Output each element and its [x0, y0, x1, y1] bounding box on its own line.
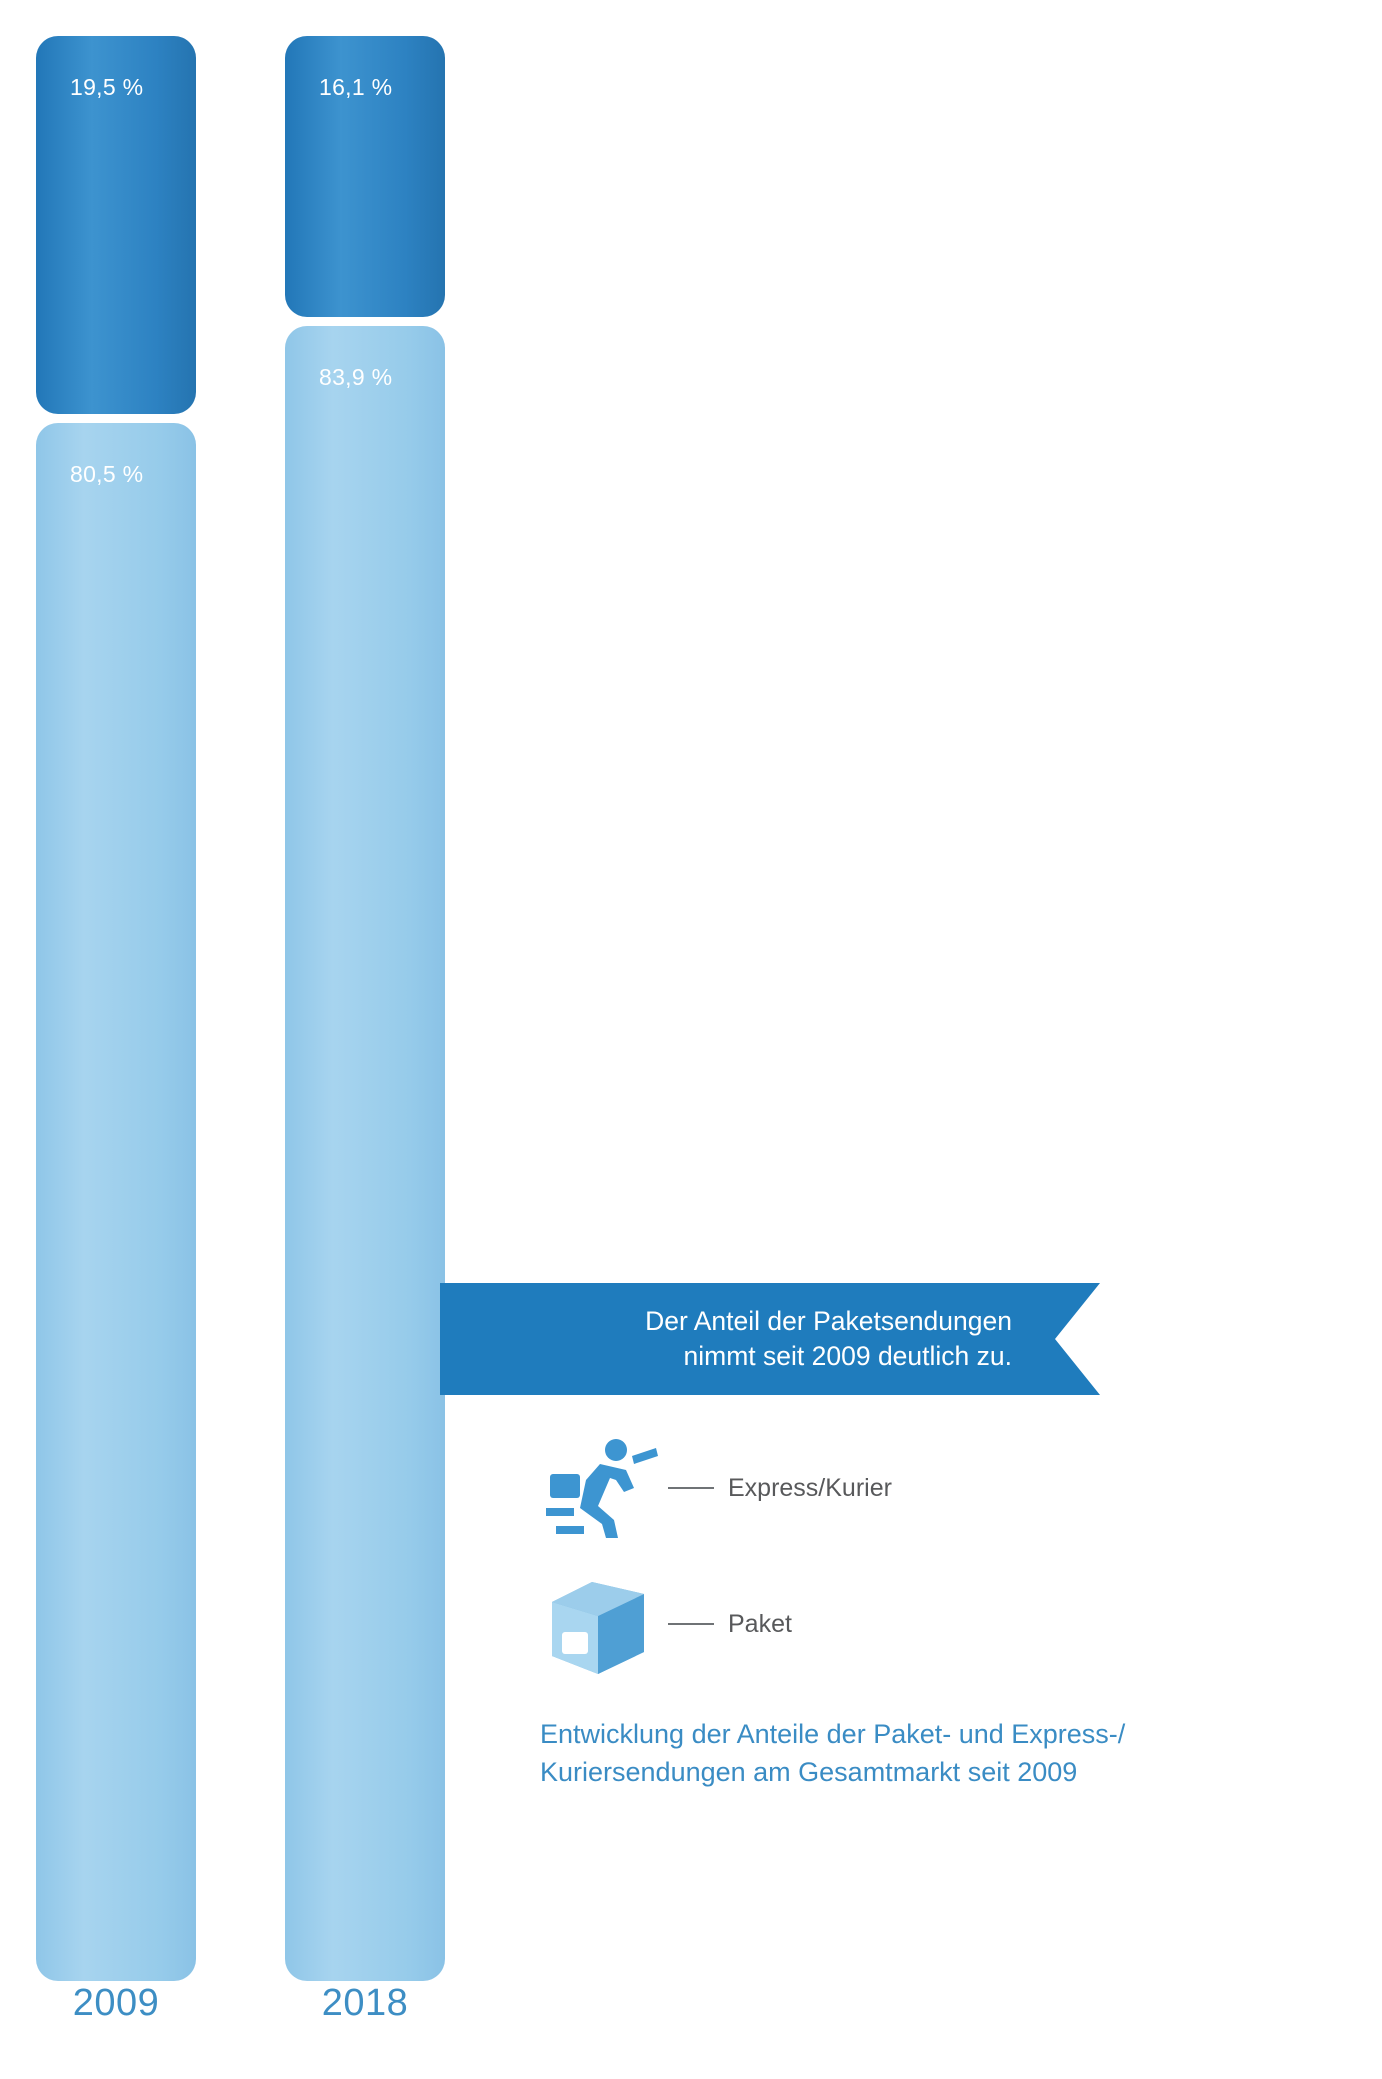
- legend-label-express-kurier: Express/Kurier: [728, 1473, 892, 1502]
- legend-connector-line: [668, 1623, 714, 1625]
- bar-segment-label: 80,5 %: [70, 461, 144, 487]
- bar-segment-paket-2009: [36, 423, 196, 1981]
- callout-line-1: Der Anteil der Paketsendungen: [645, 1305, 1012, 1336]
- bar-column-2009: [36, 0, 196, 2024]
- legend-item-paket: [540, 1570, 792, 1678]
- caption-line-1: Entwicklung der Anteile der Paket- und Express-/: [540, 1719, 1126, 1749]
- bar-segment-express-2018: [285, 36, 445, 317]
- caption-line-2: Kuriersendungen am Gesamtmarkt seit 2009: [540, 1757, 1078, 1788]
- callout-text: [440, 1283, 1040, 1395]
- chart-caption: [540, 1715, 1300, 1792]
- bar-segment-label: 19,5 %: [70, 74, 144, 100]
- bar-segment-label: 83,9 %: [319, 364, 393, 390]
- parcel-box-icon: [540, 1570, 660, 1678]
- runner-courier-icon-glyph: [540, 1434, 660, 1542]
- stacked-bar-chart: [0, 0, 460, 2079]
- info-panel: [440, 0, 1382, 2079]
- legend-item-express-kurier: [540, 1434, 892, 1542]
- runner-courier-icon: [540, 1434, 660, 1542]
- axis-label-2018: 2018: [321, 1982, 409, 2024]
- bar-segment-label: 16,1 %: [319, 74, 393, 100]
- bar-segment-express-2009: [36, 36, 196, 414]
- bar-segment-paket-2018: [285, 326, 445, 1981]
- legend-label-paket: Paket: [728, 1609, 792, 1638]
- axis-label-2009: 2009: [72, 1982, 160, 2024]
- parcel-box-icon-glyph: [540, 1570, 660, 1678]
- callout-line-2: nimmt seit 2009 deutlich zu.: [683, 1341, 1012, 1371]
- bar-column-2018: [285, 0, 445, 2024]
- callout-banner: [440, 1283, 1100, 1395]
- legend-connector-line: [668, 1487, 714, 1489]
